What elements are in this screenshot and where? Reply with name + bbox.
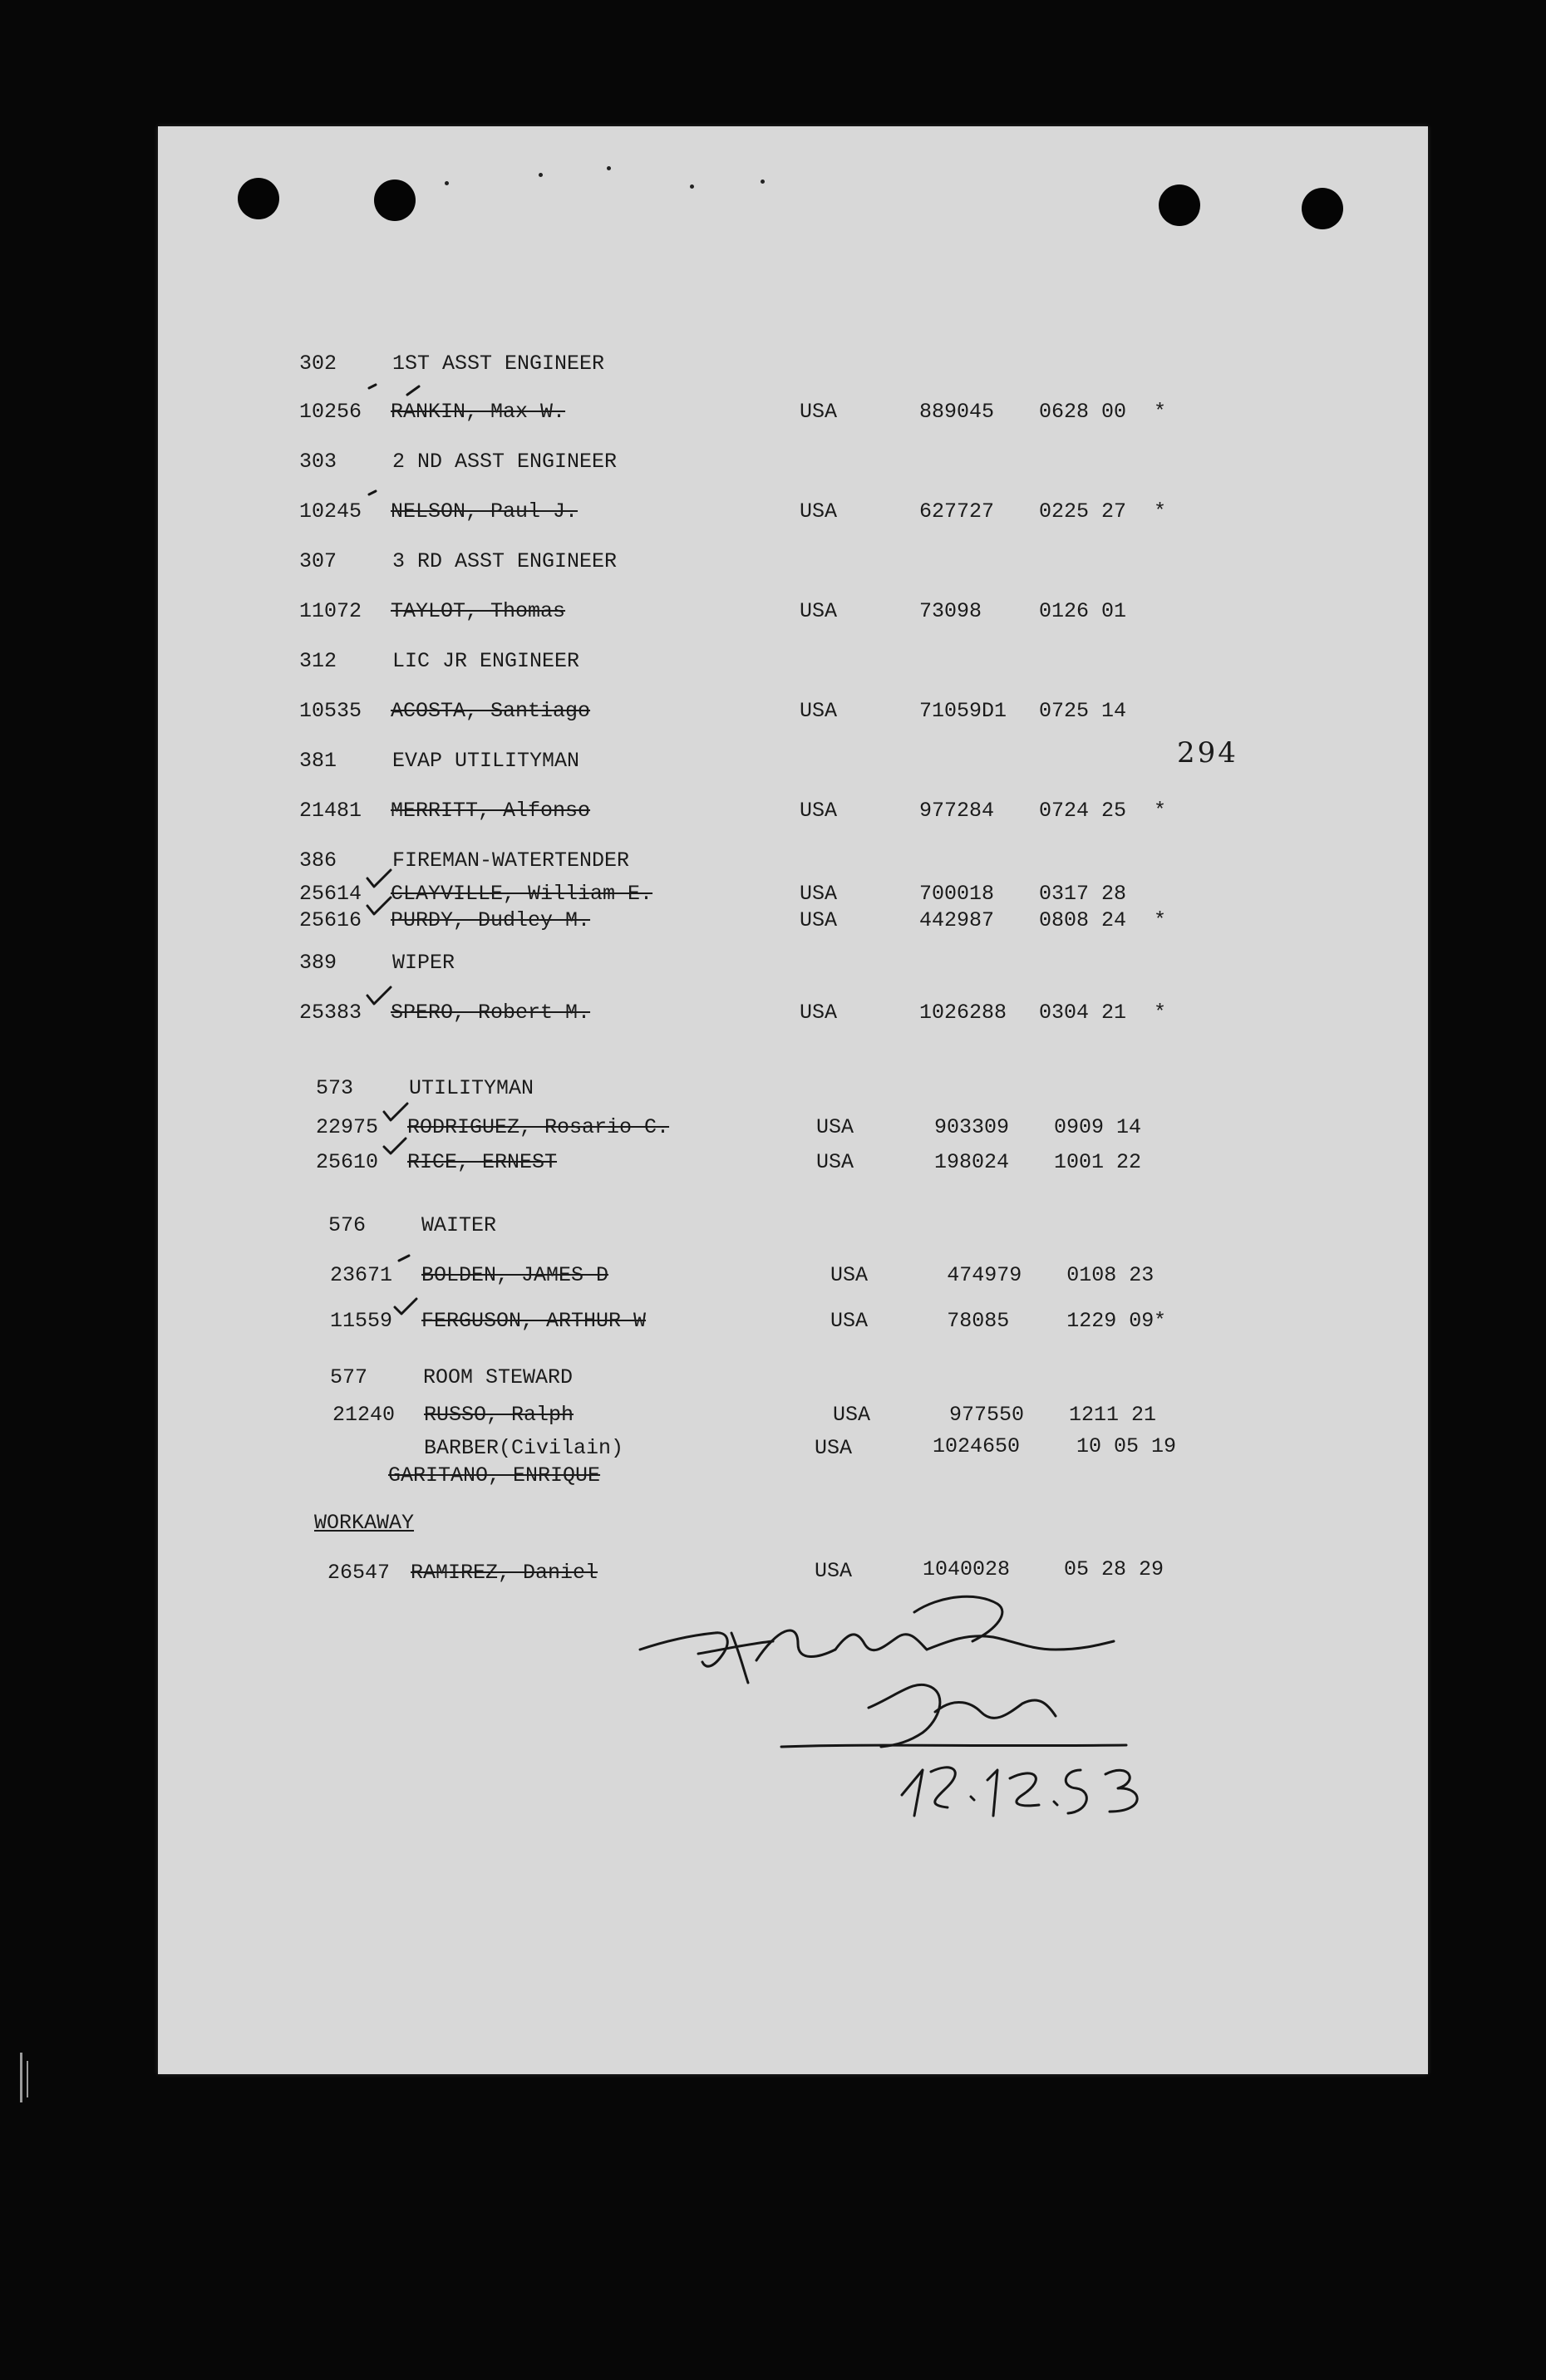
crew-name: ACOSTA, Santiago [391,699,591,723]
crew-name: RUSSO, Ralph [424,1403,574,1427]
crew-certificate: 198024 [934,1150,1010,1174]
crew-certificate: 474979 [947,1263,1022,1287]
crew-mark: * [1154,799,1167,823]
rating-title: UTILITYMAN [409,1076,534,1100]
crew-mark: * [1154,1001,1167,1025]
crew-nationality: USA [800,499,838,524]
crew-certificate: 73098 [919,599,982,623]
crew-number: 25616 [299,908,362,932]
crew-name: SPERO, Robert M. [391,1001,591,1025]
crew-nationality: USA [800,699,838,723]
crew-nationality: USA [816,1115,854,1139]
crew-date: 0304 21 [1039,1001,1127,1025]
crew-number: 21240 [332,1403,396,1427]
crew-nationality: USA [816,1150,854,1174]
crew-mark: * [1154,908,1167,932]
barber-name: GARITANO, ENRIQUE [388,1463,601,1488]
crew-certificate: 700018 [919,882,995,906]
crew-nationality: USA [800,908,838,932]
crew-nationality: USA [800,599,838,623]
crew-name: MERRITT, Alfonso [391,799,591,823]
crew-number: 10256 [299,400,362,424]
crew-name: FERGUSON, ARTHUR W [421,1309,647,1333]
page-number: 294 [1177,736,1238,770]
crew-certificate: 442987 [919,908,995,932]
workaway-nationality: USA [815,1559,853,1583]
workaway-date: 05 28 29 [1064,1557,1164,1581]
rating-title: ROOM STEWARD [423,1365,574,1389]
crew-nationality: USA [830,1263,869,1287]
crew-date: 0317 28 [1039,882,1127,906]
crew-certificate: 903309 [934,1115,1010,1139]
rating-code: 389 [299,951,337,975]
rating-code: 302 [299,352,337,376]
crew-date: 0725 14 [1039,699,1127,723]
barber-date: 10 05 19 [1076,1434,1177,1458]
rating-title: 1ST ASST ENGINEER [392,352,605,376]
rating-title: FIREMAN-WATERTENDER [392,848,630,873]
crew-certificate: 71059D1 [919,699,1007,723]
rating-title: EVAP UTILITYMAN [392,749,580,773]
crew-number: 25383 [299,1001,362,1025]
crew-date: 0909 14 [1054,1115,1142,1139]
rating-code: 381 [299,749,337,773]
crew-nationality: USA [800,1001,838,1025]
crew-name: RODRIGUEZ, Rosario C. [407,1115,670,1139]
crew-date: 1211 21 [1069,1403,1157,1427]
rating-code: 573 [316,1076,354,1100]
crew-number: 23671 [330,1263,393,1287]
rating-title: 2 ND ASST ENGINEER [392,450,618,474]
crew-nationality: USA [800,882,838,906]
crew-nationality: USA [800,799,838,823]
crew-number: 10245 [299,499,362,524]
crew-certificate: 78085 [947,1309,1010,1333]
barber-certificate: 1024650 [933,1434,1021,1458]
crew-name: NELSON, Paul J. [391,499,579,524]
crew-mark: * [1154,400,1167,424]
crew-date: 0628 00 [1039,400,1127,424]
workaway-certificate: 1040028 [923,1557,1011,1581]
rating-title: LIC JR ENGINEER [392,649,580,673]
crew-certificate: 977550 [949,1403,1025,1427]
crew-date: 1229 09 [1066,1309,1155,1333]
crew-number: 25610 [316,1150,379,1174]
crew-certificate: 627727 [919,499,995,524]
crew-nationality: USA [833,1403,871,1427]
rating-title: WIPER [392,951,455,975]
crew-number: 11559 [330,1309,393,1333]
rating-code: 312 [299,649,337,673]
crew-mark: * [1154,1309,1167,1333]
crew-name: BOLDEN, JAMES D [421,1263,609,1287]
crew-name: RICE, ERNEST [407,1150,558,1174]
crew-certificate: 889045 [919,400,995,424]
crew-name: PURDY, Dudley M. [391,908,591,932]
barber-title: BARBER(Civilain) [424,1436,624,1460]
crew-number: 22975 [316,1115,379,1139]
crew-certificate: 977284 [919,799,995,823]
rating-title: WAITER [421,1213,497,1237]
barber-nationality: USA [815,1436,853,1460]
crew-certificate: 1026288 [919,1001,1007,1025]
rating-code: 577 [330,1365,368,1389]
crew-date: 0126 01 [1039,599,1127,623]
rating-code: 576 [328,1213,367,1237]
rating-code: 307 [299,549,337,573]
crew-number: 25614 [299,882,362,906]
crew-date: 0724 25 [1039,799,1127,823]
crew-mark: * [1154,499,1167,524]
crew-name: RANKIN, Max W. [391,400,566,424]
workaway-number: 26547 [327,1561,391,1585]
crew-number: 11072 [299,599,362,623]
workaway-heading: WORKAWAY [314,1511,415,1535]
crew-date: 0808 24 [1039,908,1127,932]
rating-code: 303 [299,450,337,474]
workaway-name: RAMIREZ, Daniel [411,1561,598,1585]
crew-date: 0108 23 [1066,1263,1155,1287]
rating-code: 386 [299,848,337,873]
crew-name: CLAYVILLE, William E. [391,882,653,906]
crew-number: 10535 [299,699,362,723]
crew-nationality: USA [800,400,838,424]
crew-nationality: USA [830,1309,869,1333]
rating-title: 3 RD ASST ENGINEER [392,549,618,573]
crew-date: 0225 27 [1039,499,1127,524]
crew-name: TAYLOT, Thomas [391,599,566,623]
crew-date: 1001 22 [1054,1150,1142,1174]
crew-number: 21481 [299,799,362,823]
